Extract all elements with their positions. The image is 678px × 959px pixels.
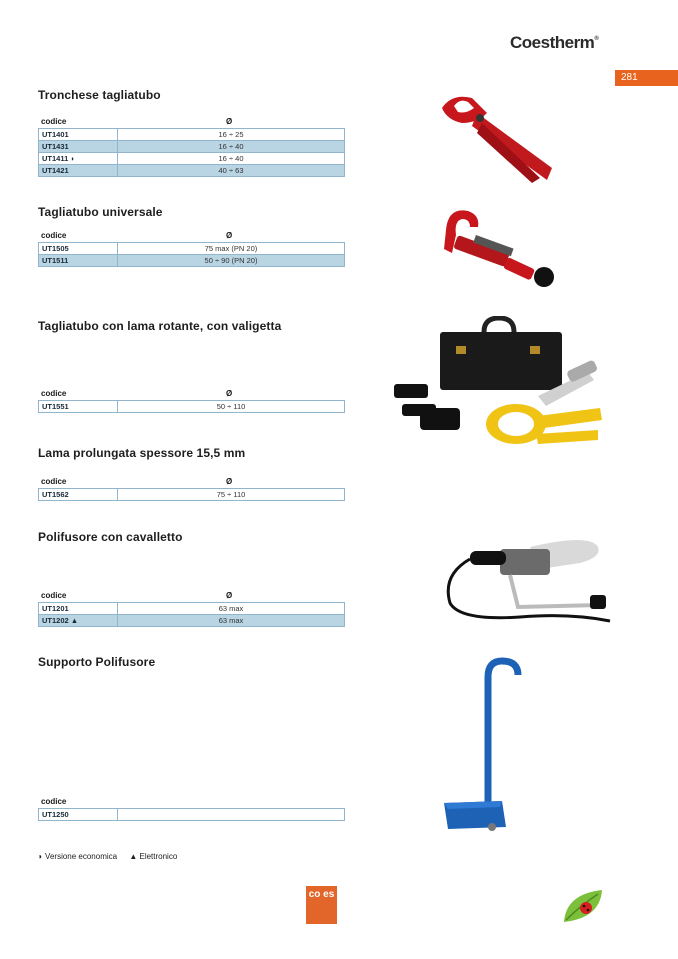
row-code: UT1505	[39, 243, 118, 255]
col-codice: codice	[41, 591, 67, 600]
table-row	[39, 401, 345, 413]
table-header	[38, 231, 345, 242]
row-code: UT1421	[39, 165, 118, 177]
col-diameter: Ø	[226, 591, 233, 600]
col-diameter: Ø	[226, 477, 233, 486]
eco-ladybug-logo	[560, 886, 606, 928]
support-stand-image	[440, 657, 522, 833]
row-value: 75 ÷ 110	[118, 489, 345, 501]
page-number: 281	[615, 70, 678, 86]
product-table	[38, 242, 345, 267]
section-title: Supporto Polifusore	[38, 655, 156, 669]
polifusore-image	[440, 525, 612, 627]
row-value: 75 max (PN 20)	[118, 243, 345, 255]
table-row	[39, 615, 345, 627]
col-diameter: Ø	[226, 117, 233, 126]
row-code: UT1562	[39, 489, 118, 501]
row-value: 63 max	[118, 603, 345, 615]
col-codice: codice	[41, 117, 67, 126]
row-code: UT1250	[39, 809, 118, 821]
product-table	[38, 128, 345, 177]
product-table	[38, 602, 345, 627]
product-table	[38, 400, 345, 413]
row-value: 16 ÷ 40	[118, 153, 345, 165]
section-title: Tagliatubo universale	[38, 205, 163, 219]
row-value: 50 ÷ 90 (PN 20)	[118, 255, 345, 267]
section-title: Tagliatubo con lama rotante, con valigetta	[38, 319, 282, 333]
table-row	[39, 141, 345, 153]
legend-economica: ◗ Versione economica	[38, 852, 118, 861]
coes-logo-text: co es	[308, 889, 335, 900]
row-value: 50 ÷ 110	[118, 401, 345, 413]
section-title: Polifusore con cavalletto	[38, 530, 183, 544]
col-codice: codice	[41, 389, 67, 398]
table-header	[38, 477, 345, 488]
table-header	[38, 591, 345, 602]
table-row	[39, 809, 345, 821]
row-value: 40 ÷ 63	[118, 165, 345, 177]
product-table	[38, 808, 345, 821]
product-table	[38, 488, 345, 501]
pipe-cutter-pliers-image	[432, 88, 562, 188]
col-diameter: Ø	[226, 231, 233, 240]
table-row	[39, 243, 345, 255]
col-codice: codice	[41, 477, 67, 486]
col-codice: codice	[41, 797, 67, 806]
table-row	[39, 489, 345, 501]
table-header	[38, 797, 345, 808]
row-value: 16 ÷ 25	[118, 129, 345, 141]
table-row	[39, 165, 345, 177]
row-code: UT1201	[39, 603, 118, 615]
legend	[38, 852, 187, 861]
brand-logo: Coestherm®	[510, 33, 599, 52]
table-row	[39, 153, 345, 165]
row-code: UT1202 ▲	[39, 615, 118, 627]
section-title: Lama prolungata spessore 15,5 mm	[38, 446, 246, 460]
row-value	[118, 809, 345, 821]
table-header	[38, 117, 345, 128]
table-row	[39, 603, 345, 615]
row-value: 63 max	[118, 615, 345, 627]
col-codice: codice	[41, 231, 67, 240]
row-value: 16 ÷ 40	[118, 141, 345, 153]
row-code: UT1411 ◗	[39, 153, 118, 165]
row-code: UT1431	[39, 141, 118, 153]
row-code: UT1511	[39, 255, 118, 267]
table-header	[38, 389, 345, 400]
section-title: Tronchese tagliatubo	[38, 88, 161, 102]
coes-logo	[306, 886, 337, 924]
row-code: UT1551	[39, 401, 118, 413]
col-diameter: Ø	[226, 389, 233, 398]
legend-elettronico: ▲ Elettronico	[129, 852, 178, 861]
table-row	[39, 255, 345, 267]
table-row	[39, 129, 345, 141]
row-code: UT1401	[39, 129, 118, 141]
rotary-cutter-case-image	[388, 316, 610, 454]
universal-pipe-cutter-image	[438, 205, 563, 297]
